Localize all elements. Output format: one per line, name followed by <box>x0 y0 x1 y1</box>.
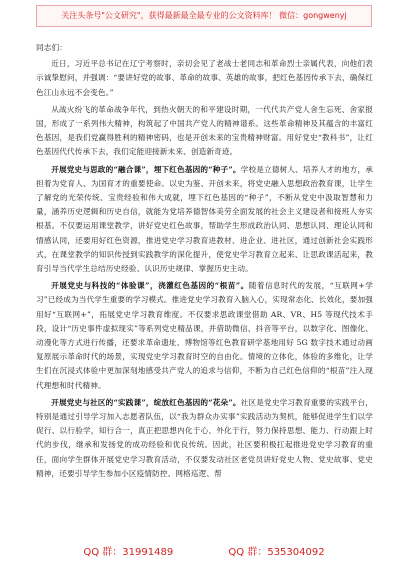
paragraph-3 <box>36 163 373 277</box>
paragraph-5 <box>36 396 373 481</box>
paragraph-heading: 开展党史与科技的“体验课”，浇灌红色基因的“根苗”。 <box>51 281 249 291</box>
qq-group-2: QQ 群：535304092 <box>228 547 325 558</box>
paragraph-text: 随着信息时代的发展，“互联网+学习”已经成为当代学生重要的学习模式。推进党史学习教育入脑入心，实现常态化、长效化，要加强用好“互联网+”，拓展党史学习教育维度。不仅要求思政课堂借助 AR、VR、H5 等现代技术手段，设计“历史事件虚拟现实”等系列党史精品课，并借助微信、抖音等平台，以数字化、图像化、动漫化等方式进行传播，还要求革命遗址、博物馆等红色教育研学基地用好 5G 数字技术通过动画复原展示革命时代的场景，实现党史学习教育时空的自由化。情境的立体化，体验的多维化，让学生们在沉浸式体验中更加深刻地感受共产党人的追求与信仰，不断为自己红色信仰的“根苗”注入现代理想和时代精神。 <box>36 281 374 390</box>
paragraph-text: 学校是立德树人、培养人才的地方，承担着为党育人、为国育才的重要使命。以史为鉴、开创未来，将党史融入思想政治教育课，让学生了解党的光荣传统、宝贵经验和伟大成就，埋下红色基因的“种子”，不断从党史中汲取智慧和力量，涵养历史逻辑和历史自信，就能为党培养德智体美劳全面发展的社会主义建设者和接班人夯实根基。不仅要运用课堂教学，讲好党史红色故事，帮助学生形成政治认同、思想认同、理论认同和情感认同，还要用好红色资源，推进党史学习教育进教材、进企业、进社区，通过创新社会实践形式，在课堂教学的知识传授到实践教学的深化提升，使党史学习教育立起来、让思政课活起来，教育引导当代学生总结历史经验、认识历史规律、掌握历史主动。 <box>36 164 373 274</box>
paragraph-heading: 开展党史与社区的“实践课”，绽放红色基因的“花朵”。 <box>51 397 241 407</box>
qq-group-1: QQ 群：31991489 <box>83 547 174 558</box>
paragraph-text: 从战火纷飞的革命战争年代，到热火朝天的和平建设时期，一代代共产党人舍生忘死、舍家报国，形成了一系列伟大精神，构筑起了中国共产党人的精神谱系。这些革命精神及其蕴含的丰富红色基因，是我们党赢得胜利的精神密码，也是开创未来的宝贵精神财富。用好党史“教科书”，让红色基因代代传承下去，我们定能迎接新未来、创造新奇迹。 <box>36 104 373 157</box>
footer-contacts <box>0 543 408 558</box>
paragraph-heading: 开展党史与思政的“融合课”，埋下红色基因的“种子”。 <box>51 164 241 174</box>
paragraph-2 <box>36 103 373 160</box>
document-body <box>36 41 373 484</box>
paragraph-4 <box>36 279 373 393</box>
greeting: 同志们： <box>36 43 67 52</box>
paragraph-1 <box>36 57 373 100</box>
paragraph-text: 近日，习近平总书记在辽宁考察时，亲切会见了老战士老同志和革命烈士亲属代表，向他们表示诚挚慰问，并强调：“要讲好党的故事、革命的故事、英雄的故事，把红色基因传承下去，确保红色江山永远不会变色。” <box>36 59 374 97</box>
paragraph-text: 社区是党史学习教育重要的实践平台，特别是通过引导学习加入志愿者队伍，以“我为群众办实事”实践活动为契机，能够促进学生们以学促行、以行验学，知行合一，真正把思想内化于心、外化于行，努力保持思想、能力、行动跟上时代的步伐，继承和发扬党的成功经验和优良传统。因此，社区要积极扛起推进党史学习教育的重任，面向学生群体开展党史学习教育活动，不仅要发动社区老党员讲好党史人物、党史故事、党史精神，还要引导学生参加小区疫情防控、网格巡逻、帮 <box>36 397 373 478</box>
promo-banner: 关注头条号"公文研究"，获得最新最全最专业的公文资料库！ 微信：gongwenyj <box>36 5 372 27</box>
